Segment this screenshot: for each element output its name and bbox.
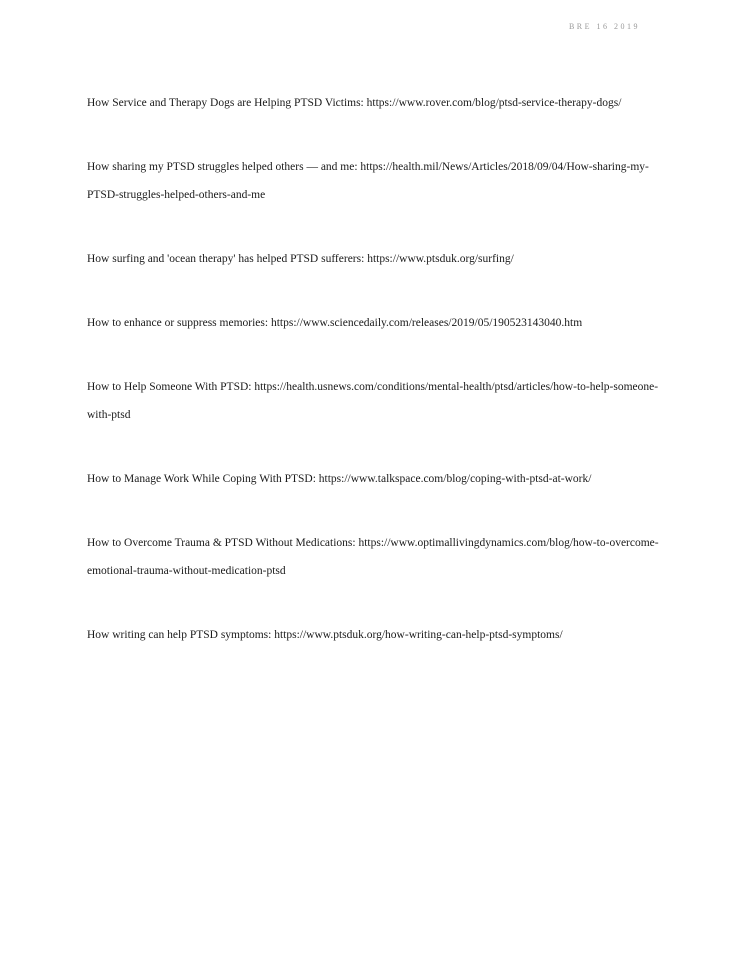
page-header-date: BRE 16 2019 bbox=[568, 22, 640, 31]
bibliography-entry bbox=[87, 245, 662, 273]
entry-title: How Service and Therapy Dogs are Helping PTSD Victims: bbox=[87, 97, 364, 109]
entry-title: How to Manage Work While Coping With PTSD: bbox=[87, 473, 316, 485]
bibliography-list bbox=[87, 89, 662, 649]
entry-url[interactable]: https://www.sciencedaily.com/releases/2019/05/190523143040.htm bbox=[270, 317, 583, 329]
entry-url[interactable]: https://www.ptsduk.org/how-writing-can-help-ptsd-symptoms/ bbox=[274, 629, 563, 641]
bibliography-entry bbox=[87, 465, 662, 493]
entry-title: How surfing and 'ocean therapy' has helped PTSD sufferers: bbox=[87, 253, 365, 265]
bibliography-entry bbox=[87, 529, 662, 585]
entry-url[interactable]: https://www.optimallivingdynamics.com/blog/how-to-overcome-emotional-trauma-without-medication-ptsd bbox=[87, 537, 659, 577]
bibliography-entry bbox=[87, 89, 662, 117]
entry-url[interactable]: https://www.rover.com/blog/ptsd-service-therapy-dogs/ bbox=[366, 97, 622, 109]
bibliography-entry bbox=[87, 309, 662, 337]
entry-title: How to Overcome Trauma & PTSD Without Medications: bbox=[87, 537, 356, 549]
entry-url[interactable]: https://health.mil/News/Articles/2018/09/04/How-sharing-my-PTSD-struggles-helped-others-and-me bbox=[87, 161, 649, 201]
entry-title: How writing can help PTSD symptoms: bbox=[87, 629, 272, 641]
bibliography-entry bbox=[87, 373, 662, 429]
entry-url[interactable]: https://www.ptsduk.org/surfing/ bbox=[367, 253, 514, 265]
bibliography-entry bbox=[87, 621, 662, 649]
bibliography-entry bbox=[87, 153, 662, 209]
entry-url[interactable]: https://www.talkspace.com/blog/coping-with-ptsd-at-work/ bbox=[318, 473, 592, 485]
entry-title: How to enhance or suppress memories: bbox=[87, 317, 269, 329]
entry-url[interactable]: https://health.usnews.com/conditions/mental-health/ptsd/articles/how-to-help-someone-with-ptsd bbox=[87, 381, 659, 421]
entry-title: How to Help Someone With PTSD: bbox=[87, 381, 252, 393]
entry-title: How sharing my PTSD struggles helped others — and me: bbox=[87, 161, 358, 173]
